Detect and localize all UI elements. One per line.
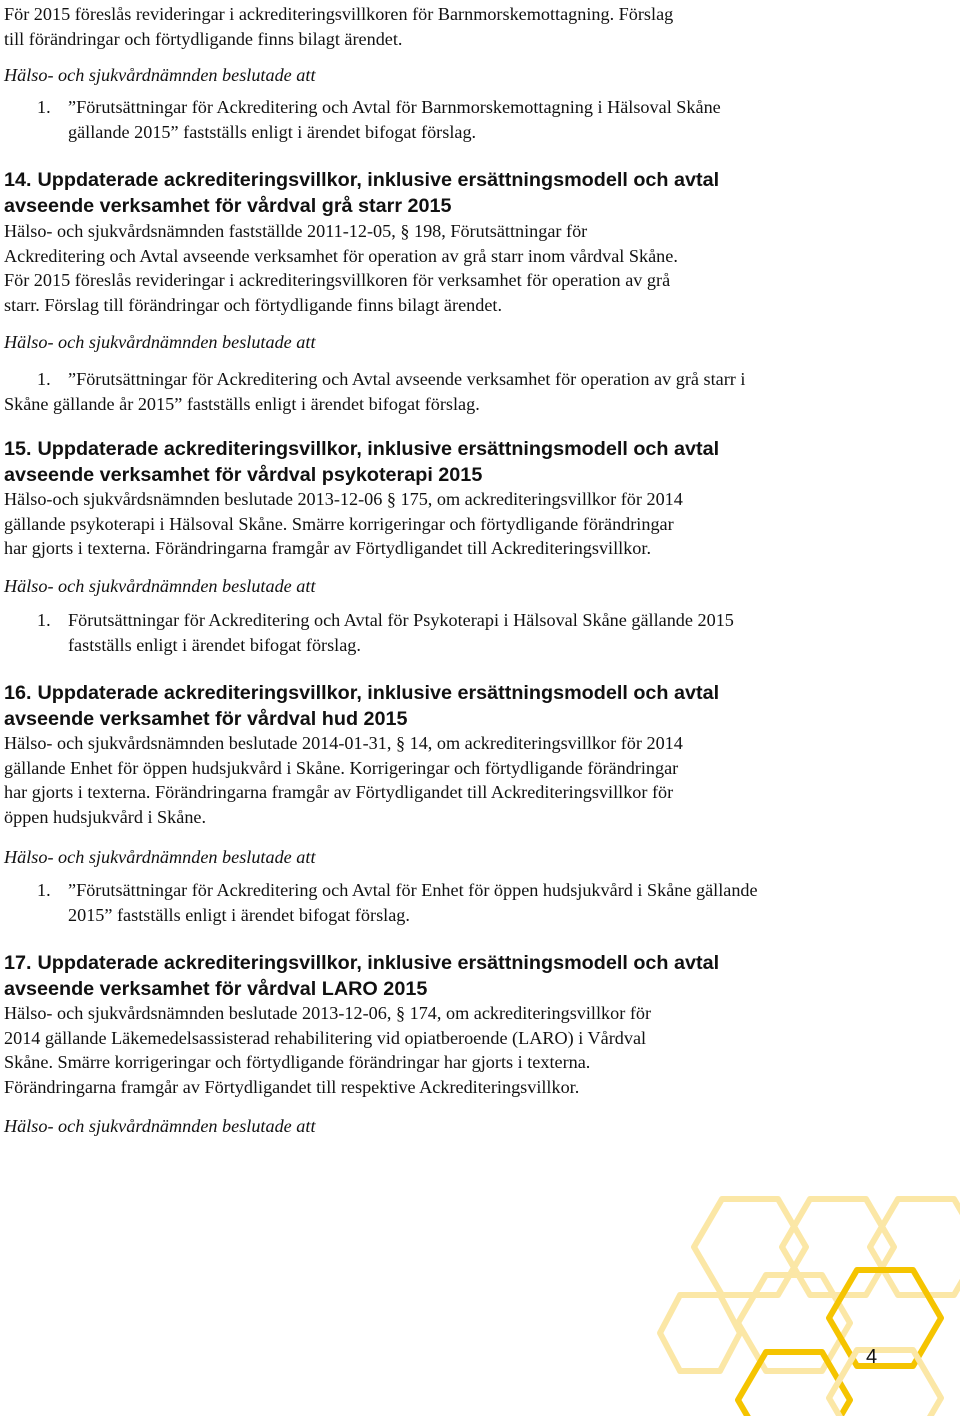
- section-number: 17.: [4, 952, 32, 974]
- hexagon-shape: [660, 1295, 740, 1371]
- body-line: Hälso- och sjukvårdsnämnden beslutade 2014-01-31, § 14, om ackrediteringsvillkor för 2014: [4, 733, 683, 753]
- section-heading-line: Uppdaterade ackrediteringsvillkor, inklusive ersättningsmodell och avtal: [37, 952, 720, 974]
- hexagon-shape: [694, 1199, 806, 1295]
- resolved-heading: Hälso- och sjukvårdnämnden beslutade att: [4, 1116, 316, 1136]
- body-line: 2014 gällande Läkemedelsassisterad rehabilitering vid opiatberoende (LARO) i Vårdval: [4, 1027, 647, 1048]
- section-body-17: [4, 1001, 944, 1099]
- section-number: 15.: [4, 438, 32, 460]
- decision-item-line: ”Förutsättningar för Ackreditering och Avtal för Enhet för öppen hudsjukvård i Skåne gällande: [68, 880, 758, 900]
- body-line: gällande psykoterapi i Hälsoval Skåne. Smärre korrigeringar och förtydligande förändringar: [4, 513, 674, 534]
- decision-item-number: 1.: [37, 369, 51, 389]
- decision-item-number: 1.: [37, 97, 51, 117]
- body-line: Skåne. Smärre korrigeringar och förtydligande förändringar har gjorts i texterna.: [4, 1052, 591, 1072]
- hexagon-shape: [829, 1350, 941, 1416]
- decision-item-line: fastställs enligt i ärendet bifogat förslag.: [68, 634, 361, 655]
- decision-item: [37, 95, 937, 144]
- section-heading-line: avseende verksamhet för vårdval hud 2015: [4, 708, 408, 730]
- body-line: Förändringarna framgår av Förtydligandet till respektive Ackrediteringsvillkor.: [4, 1076, 580, 1097]
- hexagon-shape: [829, 1270, 941, 1366]
- section-heading-line: Uppdaterade ackrediteringsvillkor, inklusive ersättningsmodell och avtal: [37, 682, 720, 704]
- decision-item-number: 1.: [37, 880, 51, 900]
- resolved-heading: Hälso- och sjukvårdnämnden beslutade att: [4, 847, 316, 867]
- resolved-heading: Hälso- och sjukvårdnämnden beslutade att: [4, 65, 316, 85]
- section-body-16: [4, 731, 944, 829]
- body-line: har gjorts i texterna. Förändringarna framgår av Förtydligandet till Ackrediteringsvillkor för: [4, 782, 674, 802]
- intro-paragraph: [4, 2, 944, 51]
- page-number: 4: [866, 1346, 878, 1368]
- section-heading-14: [4, 167, 944, 219]
- decision-item: [37, 878, 937, 927]
- decision-item-number: 1.: [37, 610, 51, 630]
- resolved-heading: Hälso- och sjukvårdnämnden beslutade att: [4, 576, 316, 596]
- decision-item-line: ”Förutsättningar för Ackreditering och Avtal för Barnmorskemottagning i Hälsoval Skåne: [68, 97, 721, 117]
- body-line: För 2015 föreslås revideringar i ackrediteringsvillkoren för verksamhet för operation av grå: [4, 270, 671, 290]
- section-number: 16.: [4, 682, 32, 704]
- body-line: Hälso- och sjukvårdsnämnden fastställde 2011-12-05, § 198, Förutsättningar för: [4, 221, 588, 241]
- hexagon-shape: [738, 1352, 850, 1416]
- decision-item: [4, 367, 937, 416]
- intro-line: För 2015 föreslås revideringar i ackrediteringsvillkoren för Barnmorskemottagning. Förslag: [4, 4, 674, 24]
- decision-item-line: ”Förutsättningar för Ackreditering och Avtal avseende verksamhet för operation av grå starr i: [68, 369, 746, 389]
- resolved-heading: Hälso- och sjukvårdnämnden beslutade att: [4, 332, 316, 352]
- body-line: Hälso- och sjukvårdsnämnden beslutade 2013-12-06, § 174, om ackrediteringsvillkor för: [4, 1003, 652, 1023]
- section-heading-line: avseende verksamhet för vårdval psykoterapi 2015: [4, 464, 483, 486]
- section-heading-line: avseende verksamhet för vårdval grå starr 2015: [4, 195, 452, 217]
- section-heading-line: avseende verksamhet för vårdval LARO 2015: [4, 978, 428, 1000]
- section-body-15: [4, 487, 944, 561]
- decision-item-line: Skåne gällande år 2015” fastställs enligt i ärendet bifogat förslag.: [4, 393, 480, 414]
- section-number: 14.: [4, 169, 32, 191]
- body-line: starr. Förslag till förändringar och förtydligande finns bilagt ärendet.: [4, 294, 502, 315]
- section-body-14: [4, 219, 944, 317]
- hexagon-shape: [782, 1199, 894, 1295]
- section-heading-17: [4, 950, 944, 1002]
- section-heading-16: [4, 680, 944, 732]
- decision-item-line: Förutsättningar för Ackreditering och Avtal för Psykoterapi i Hälsoval Skåne gällande 2015: [68, 610, 734, 630]
- section-heading-15: [4, 436, 944, 488]
- hexagon-shape: [738, 1275, 850, 1371]
- intro-line: till förändringar och förtydligande finns bilagt ärendet.: [4, 28, 403, 49]
- body-line: Ackreditering och Avtal avseende verksamhet för operation av grå starr inom vårdval Skåne.: [4, 245, 678, 266]
- decision-item-line: 2015” fastställs enligt i ärendet bifogat förslag.: [68, 904, 410, 925]
- section-heading-line: Uppdaterade ackrediteringsvillkor, inklusive ersättningsmodell och avtal: [37, 169, 720, 191]
- hexagon-shape: [870, 1199, 960, 1295]
- decision-item: [37, 608, 937, 657]
- body-line: öppen hudsjukvård i Skåne.: [4, 806, 207, 827]
- section-heading-line: Uppdaterade ackrediteringsvillkor, inklusive ersättningsmodell och avtal: [37, 438, 720, 460]
- body-line: Hälso-och sjukvårdsnämnden beslutade 2013-12-06 § 175, om ackrediteringsvillkor för 2014: [4, 489, 683, 509]
- body-line: har gjorts i texterna. Förändringarna framgår av Förtydligandet till Ackrediteringsvillkor.: [4, 538, 651, 558]
- decision-item-line: gällande 2015” fastställs enligt i ärendet bifogat förslag.: [68, 121, 477, 142]
- body-line: gällande Enhet för öppen hudsjukvård i Skåne. Korrigeringar och förtydligande förändringar: [4, 757, 679, 778]
